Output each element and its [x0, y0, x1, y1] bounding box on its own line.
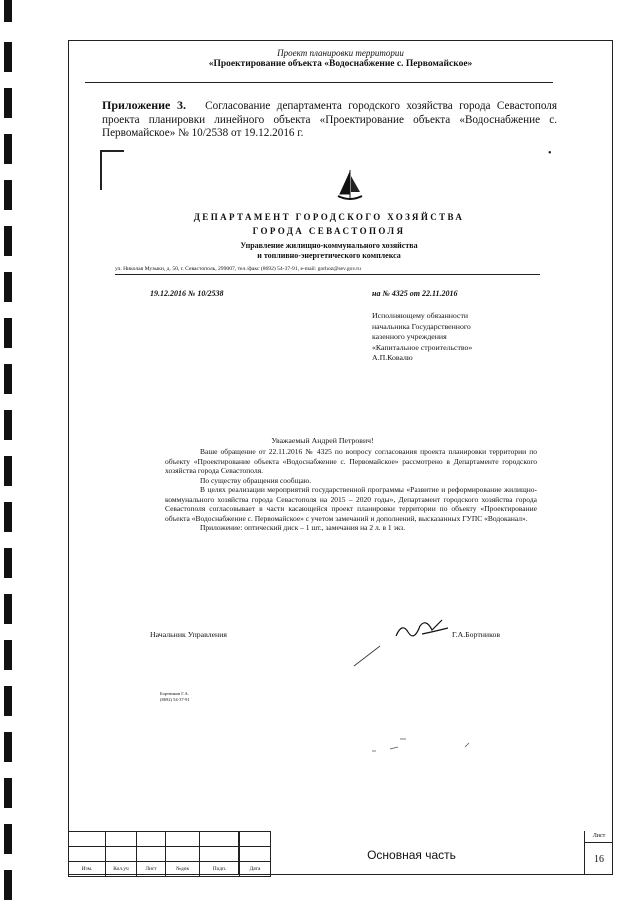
- recipient-block: [372, 311, 537, 364]
- binder-hole: [4, 88, 12, 118]
- appendix-text: Согласование департамента городского хозяйства города Севастополя проекта планировки линейного объекта «Проектирование объекта «Водоснабжение с. Первомайское» № 10/2538 от 19.12.2016 г.: [102, 100, 558, 139]
- binder-hole: [4, 0, 12, 22]
- header-divider: [85, 82, 553, 83]
- recipient-line: начальника Государственного: [372, 321, 471, 331]
- binder-hole: [4, 732, 12, 762]
- letter-paragraph: Приложение: оптический диск – 1 шт., замечания на 2 л. в 1 экз.: [200, 523, 406, 532]
- binder-hole: [4, 364, 12, 394]
- handwritten-signature: [392, 612, 452, 642]
- department-address: ул. Николая Музыки, д. 50, г. Севастополь, 299007, тел./факс (8692) 54-37-91, e-mail: gorhoz@sev.gov.ru: [115, 266, 540, 275]
- management-name-line1: Управление жилищно-коммунального хозяйства: [240, 241, 418, 250]
- document-header-title: Проект планировки территории: [277, 48, 404, 58]
- letter-greeting: Уважаемый Андрей Петрович!: [271, 436, 374, 445]
- recipient-line: Исполняющему обязанности: [372, 311, 469, 320]
- scan-dot: •: [548, 148, 552, 159]
- document-header-project: «Проектирование объекта «Водоснабжение с. Первомайское»: [208, 59, 473, 69]
- binder-hole: [4, 502, 12, 532]
- recipient-line: А.П.Ковалю: [372, 353, 413, 362]
- scan-corner-mark: [100, 150, 124, 190]
- executor-info: [160, 691, 190, 703]
- binder-hole: [4, 134, 12, 164]
- binder-hole: [4, 410, 12, 440]
- signer-title: Начальник Управления: [150, 630, 227, 639]
- stamp-label-count: Кол.уч: [106, 862, 137, 877]
- recipient-line: казенного учреждения: [372, 332, 447, 341]
- letter-paragraph: По существу обращения сообщаю.: [200, 475, 312, 485]
- management-name-line2: и топливно-энергетического комплекса: [257, 251, 401, 260]
- outgoing-registration-number: 19.12.2016 № 10/2538: [150, 289, 224, 298]
- sevastopol-emblem-icon: [336, 168, 364, 202]
- stamp-section-cell: [238, 831, 585, 875]
- sheet-label: Лист: [585, 833, 613, 843]
- binder-hole: [4, 778, 12, 808]
- stamp-label-change: Изм.: [69, 862, 106, 877]
- binder-hole: [4, 548, 12, 578]
- binder-hole: [4, 272, 12, 302]
- department-name-line1: ДЕПАРТАМЕНТ ГОРОДСКОГО ХОЗЯЙСТВА: [193, 212, 465, 222]
- sheet-number-box: [585, 831, 613, 875]
- letter-body: [165, 447, 537, 533]
- sheet-number: 16: [594, 854, 604, 865]
- department-name-line2: ГОРОДА СЕВАСТОПОЛЯ: [252, 226, 406, 236]
- executor-name: Бортников Г.А.: [160, 691, 189, 696]
- binder-hole: [4, 180, 12, 210]
- stamp-label-docnum: №док: [166, 862, 200, 877]
- binder-hole: [4, 226, 12, 256]
- binder-hole: [4, 686, 12, 716]
- stamp-section-title: Основная часть: [367, 848, 456, 862]
- signer-name: Г.А.Бортников: [452, 630, 501, 639]
- stamp-label-signature: Подп.: [200, 862, 240, 877]
- stamp-label-date: Дата: [240, 862, 271, 877]
- appendix-caption: [102, 99, 557, 141]
- binder-hole: [4, 42, 12, 72]
- letter-paragraph: Ваше обращение от 22.11.2016 № 4325 по вопросу согласования проекта планировки территории по объекту «Проектирование объекта «Водоснабжение с. Первомайское» рассмотрено в Департаменте городского хозяйства города Севастополя.: [165, 447, 537, 475]
- stamp-label-sheet: Лист: [137, 862, 166, 877]
- binder-hole: [4, 870, 12, 900]
- executor-phone: (8692) 54-37-91: [160, 697, 190, 702]
- binder-hole: [4, 824, 12, 854]
- binder-hole: [4, 318, 12, 348]
- binder-hole: [4, 640, 12, 670]
- binder-hole: [4, 594, 12, 624]
- appendix-label: Приложение 3.: [102, 98, 186, 112]
- scan-marks: [360, 733, 480, 755]
- incoming-reference-number: на № 4325 от 22.11.2016: [372, 289, 458, 298]
- signature-stroke: [352, 642, 382, 668]
- recipient-line: «Капитальное строительство»: [372, 342, 473, 352]
- binder-hole: [4, 456, 12, 486]
- letter-paragraph: В целях реализации мероприятий государственной программы «Развитие и реформирование жилищно-коммунального хозяйства города Севастополя на 2015 – 2020 годы», Департамент городского хозяйства города Севастополя согласовывает в части касающейся проект планировки территории по объекту «Проектирование объекта «Водоснабжение с. Первомайское» с учетом замечаний и дополнений, высказанных ГУПС «Водоканал».: [165, 485, 537, 523]
